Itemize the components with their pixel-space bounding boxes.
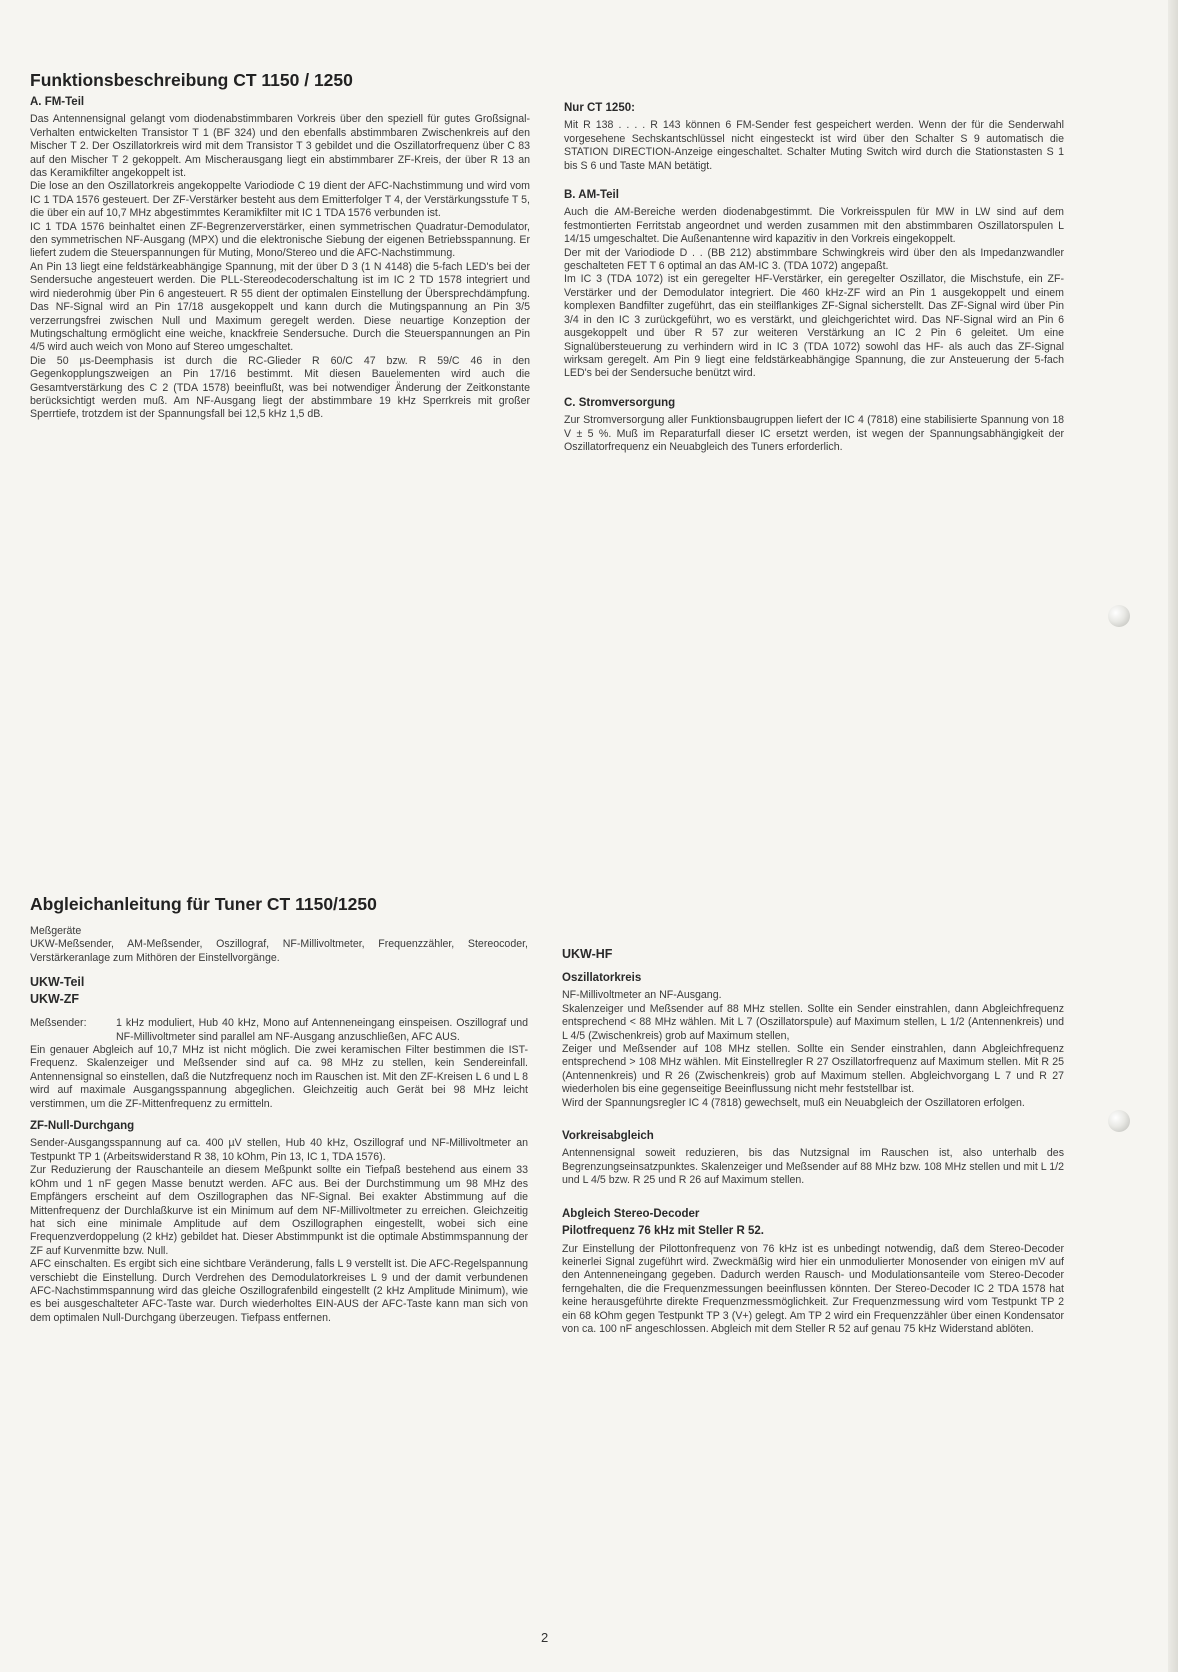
- power-heading: C. Stromversorgung: [564, 396, 676, 409]
- fm-column: [30, 96, 530, 422]
- messender-text: 1 kHz moduliert, Hub 40 kHz, Mono auf Antenneneingang einspeisen. Oszillograf und NF-Millivoltmeter sind parallel am NF-Ausgang anzuschließen, AFC AUS.: [116, 1017, 528, 1043]
- section2-title: Abgleichanleitung für Tuner CT 1150/1250: [30, 894, 377, 914]
- page-edge: [1168, 0, 1178, 1672]
- fm-paragraph: Die lose an den Oszillatorkreis angekoppelte Variodiode C 19 dient der AFC-Nachstimmung und wird vom IC 1 TDA 1576 gesteuert. Der ZF-Verstärker besteht aus dem Emitterfolger T 4, der Verstärkungsstufe T 5, die über ein auf 10,7 MHz abgestimmtes Keramikfilter mit IC 1 TDA 1576 verbunden ist.: [30, 180, 530, 220]
- stereo-heading: Abgleich Stereo-Decoder: [562, 1207, 700, 1220]
- zf-null-paragraph: AFC einschalten. Es ergibt sich eine sichtbare Veränderung, falls L 9 verstellt ist. Die AFC-Regelspannung verschiebt die Einstellung. Durch Verdrehen des Demodulatorkreises L 9 und der damit verbundenen AFC-Nachstimmspannung wird das gleiche Oszillografenbild eingestellt (2 kHz Amplitude Minimum), wie es bei ausgeschalteter AFC-Taste war. Durch wiederholtes EIN-AUS der AFC-Taste kann man sich von dem optimalen Null-Durchgang überzeugen. Tiefpass entfernen.: [30, 1258, 528, 1324]
- oscillator-intro: NF-Millivoltmeter an NF-Ausgang.: [562, 989, 722, 1002]
- fm-paragraph: IC 1 TDA 1576 beinhaltet einen ZF-Begrenzerverstärker, einen symmetrischen Quadratur-Demodulator, den symmetrischen NF-Ausgang (MPX) und die elektronische Siebung der eigenen Betriebsspannung. Er liefert zudem die Steuerspannungen für Muting, Mono/Stereo und die AFC-Nachstimmung.: [30, 220, 530, 260]
- power-text: Zur Stromversorgung aller Funktionsbaugruppen liefert der IC 4 (7818) eine stabilisierte Spannung von 18 V ± 5 %. Muß im Reparaturfall dieser IC ersetzt werden, ist wegen der Spannungsabhängigkeit der Oszillatorfrequenz ein Neuabgleich des Tuners erforderlich.: [564, 414, 1064, 453]
- ukw-teil-heading: UKW-Teil: [30, 975, 85, 990]
- page-number: 2: [541, 1630, 549, 1645]
- am-paragraph: Auch die AM-Bereiche werden diodenabgestimmt. Die Vorkreisspulen für MW in LW sind auf dem festmontierten Ferritstab angeordnet und werden zusammen mit den abstimmbaren Oszillatorspulen L 14/15 umgeschaltet. Die Außenantenne wird kapazitiv in den Vorkreis eingekoppelt.: [564, 206, 1064, 246]
- fm-paragraph: An Pin 13 liegt eine feldstärkeabhängige Spannung, mit der über D 3 (1 N 4148) die 5-fach LED's bei der Sendersuche angesteuert werden. Die PLL-Stereodecoderschaltung ist im IC 2 TD 1578 integriert und wird niederohmig über Pin 6 angesteuert. R 55 dient der optimalen Einstellung der Übersprechdämpfung. Das NF-Signal wird an Pin 17/18 ausgekoppelt und kann durch die Mutingspannung an Pin 3/5 verzerrungsfrei zwischen Null und Maximum geregelt werden. Diese neuartige Konzeption der Mutingschaltung ermöglicht eine weiche, knackfreie Sendersuche. Durch die Steuerspannungen an Pin 4/5 wird auch weich von Mono auf Stereo umgeschaltet.: [30, 260, 530, 354]
- ukw-hf-heading: UKW-HF: [562, 947, 613, 961]
- vorkreis-text: Antennensignal soweit reduzieren, bis das Nutzsignal im Rauschen ist, also unterhalb des Begrenzungseinsatzpunktes. Skalenzeiger und Meßsender auf 88 MHz bzw. 108 MHz stellen und mit L 1/2 und L 4/5 bzw. R 25 und R 26 auf Maximum stellen.: [562, 1147, 1064, 1187]
- messender-row: [30, 1017, 528, 1044]
- vorkreis-heading: Vorkreisabgleich: [562, 1130, 654, 1143]
- am-paragraph: Im IC 3 (TDA 1072) ist ein geregelter HF-Verstärker, ein geregelter Oszillator, die Mischstufe, ein ZF-Verstärker und der Demodulator integriert. Die 460 kHz-ZF wird an Pin 1 ausgekoppelt und einem komplexen Bandfilter zugeführt, das ein steilflankiges ZF-Signal sicherstellt. Das ZF-Signal wird über Pin 3/4 in den IC 3 zurückgeführt, wo es verstärkt, und gleichgerichtet wird. Das NF-Signal wird an Pin 6 ausgekoppelt und über R 57 zur weiteren Verstärkung an IC 2 Pin 6 geleitet. Um eine Signalübersteuerung zu verhindern wird in IC 3 (TDA 1072) sowohl das HF- als auch das ZF-Signal wirksam geregelt. Am Pin 9 liegt eine feldstärkeabhängige Spannung, die zur Ansteuerung der 5-fach LED's bei der Sendersuche benützt wird.: [564, 273, 1064, 380]
- oscillator-paragraph: Skalenzeiger und Meßsender auf 88 MHz stellen. Sollte ein Sender einstrahlen, dann Abgleichfrequenz entsprechend < 88 MHz wählen. Mit L 7 (Oszillatorspule) auf Maximum stellen, L 1/2 (Antennenkreis) und L 4/5 (Zwischenkreis) grob auf Maximum stellen,: [562, 1002, 1064, 1042]
- section1-title: Funktionsbeschreibung CT 1150 / 1250: [30, 70, 353, 90]
- fm-paragraph: Das Antennensignal gelangt vom diodenabstimmbaren Vorkreis über den speziell für gutes Großsignal-Verhalten entwickelten Transistor T 1 (BF 324) und den ebenfalls abstimmbaren Zwischenkreis auf den Mischer T 2. Der Oszillatorkreis wird mit dem Transistor T 3 gebildet und die Oszillatorfrequenz über C 83 auf den Mischer T 2 gekoppelt. Am Mischerausgang liegt ein abstimmbarer ZF-Kreis, der über R 13 an das Keramikfilter angekoppelt ist.: [30, 113, 530, 180]
- oscillator-paragraph: Zeiger und Meßsender auf 108 MHz stellen. Sollte ein Sender einstrahlen, dann Abgleichfrequenz entsprechend > 108 MHz wählen. Mit Einstellregler R 27 Oszillatorfrequenz auf Maximum stellen. Mit R 25 (Antennenkreis) und R 26 (Zwischenkreis) grob auf Maximum stellen. Abgleichvorgang L 7 und R 27 wiederholen bis eine gegenseitige Beeinflussung nicht mehr feststellbar ist.: [562, 1043, 1064, 1096]
- zf-null-heading: ZF-Null-Durchgang: [30, 1120, 135, 1133]
- ct1250-heading: Nur CT 1250:: [564, 102, 635, 114]
- adjust-column-left: [30, 925, 528, 1325]
- equipment-label: Meßgeräte: [30, 925, 82, 937]
- zf-null-paragraph: Zur Reduzierung der Rauschanteile an diesem Meßpunkt sollte ein Tiefpaß bestehend aus einem 33 kOhm und 1 nF gegen Masse benutzt werden. AFC aus. Bei der Durchstimmung um 98 MHz des Empfängers erscheint auf dem Oszillographen das NF-Signal. Bei exakter Abstimmung auf die Mittenfrequenz der Durchlaßkurve ist ein Minimum auf dem NF-Millivoltmeter zu erreichen. Gleichzeitig hat sich eine minimale Amplitude auf dem Oszillographen eingestellt, wobei sich eine Frequenzverdoppelung (2 kHz) gebildet hat. Dieser Abstimmpunkt ist die optimale Abstimmspannung der ZF auf Kurvenmitte bzw. Null.: [30, 1164, 528, 1257]
- oscillator-heading: Oszillatorkreis: [562, 972, 642, 984]
- zf-null-paragraph: Sender-Ausgangsspannung auf ca. 400 µV stellen, Hub 40 kHz, Oszillograf und NF-Millivoltmeter an Testpunkt TP 1 (Arbeitswiderstand R 38, 10 kOhm, Pin 13, IC 1, TDA 1576).: [30, 1137, 528, 1163]
- equipment-text: UKW-Meßsender, AM-Meßsender, Oszillograf, NF-Millivoltmeter, Frequenzzähler, Stereocoder, Verstärkeranlage zum Mithören der Einstellvorgänge.: [30, 938, 528, 964]
- am-paragraph: Der mit der Variodiode D . . (BB 212) abstimmbare Schwingkreis wird über den als Impedanzwandler geschalteten FET T 6 optimal an das AM-IC 3. (TDA 1072) angepaßt.: [564, 246, 1064, 273]
- am-heading: B. AM-Teil: [564, 189, 619, 202]
- pilot-heading: Pilotfrequenz 76 kHz mit Steller R 52.: [562, 1225, 764, 1238]
- punch-hole: [1108, 605, 1130, 627]
- right-column-1: [564, 102, 1064, 454]
- fm-heading: A. FM-Teil: [30, 96, 85, 108]
- punch-hole: [1108, 1110, 1130, 1132]
- messender-label: Meßsender:: [30, 1017, 87, 1030]
- oscillator-paragraph: Wird der Spannungsregler IC 4 (7818) gewechselt, muß ein Neuabgleich der Oszillatoren erfolgen.: [562, 1096, 1025, 1109]
- ct1250-text: Mit R 138 . . . . R 143 können 6 FM-Sender fest gespeichert werden. Wenn der für die Senderwahl vorgesehene Sechskantschlüssel nicht eingesteckt ist wird über den Schalter S 9 automatisch die STATION DIRECTION-Anzeige eingeschaltet. Schalter Muting Switch wird durch die Stationstasten S 1 bis S 6 und Taste MAN betätigt.: [564, 119, 1064, 172]
- adjust-column-right: [562, 946, 1064, 1336]
- pilot-text: Zur Einstellung der Pilottonfrequenz von 76 kHz ist es unbedingt notwendig, daß dem Stereo-Decoder keinerlei Signal zugeführt wird. Zweckmäßig wird hier ein unmodulierter Monosender von einigen mV auf den Antenneneingang gegeben. Dadurch werden Rausch- und Modulationsanteile vom Stereo-Decoder ferngehalten, die die Frequenzmessungen beeinflussen könnten. Der Stereo-Decoder IC 2 TDA 1578 hat keine herausgeführte direkte Frequenzmessmöglichkeit. Zur Frequenzmessung wird vom Testpunkt TP 2 ein 68 kOhm gegen Testpunkt TP 3 (V+) gelegt. Am TP 2 wird ein Frequenzzähler über einen Kondensator von ca. 100 nF angeschlossen. Abgleich mit dem Steller R 52 auf genau 75 kHz Widerstand ablöten.: [562, 1242, 1064, 1335]
- fm-paragraph: Die 50 µs-Deemphasis ist durch die RC-Glieder R 60/C 47 bzw. R 59/C 46 in den Gegenkopplungszweigen an Pin 17/16 bestimmt. Mit diesen Bauelementen wird auch die Gesamtverstärkung des C 2 (TDA 1578) beeinflußt, was bei notwendiger Änderung der Zeitkonstante berücksichtigt werden muß. Am NF-Ausgang liegt der abstimmbare 19 kHz Sperrkreis mit großer Sperrtiefe, trotzdem ist der Spannungsfall bei 12,5 kHz 1,5 dB.: [30, 354, 530, 421]
- ukw-zf-heading: UKW-ZF: [30, 992, 80, 1007]
- ukw-zf-text: Ein genauer Abgleich auf 10,7 MHz ist nicht möglich. Die zwei keramischen Filter bestimmen die IST-Frequenz. Skalenzeiger und Meßsender sind auf ca. 98 MHz zu stellen, kein Sendereinfall. Antennensignal so einstellen, daß die Nutzfrequenz noch im Rauschen ist. Mit den ZF-Kreisen L 6 und L 8 wird auf maximale Ausgangsspannung abgeglichen. Gleichzeitig auch Gerät bei 98 MHz leicht verstimmen, um die ZF-Mittenfrequenz zu ermitteln.: [30, 1044, 528, 1110]
